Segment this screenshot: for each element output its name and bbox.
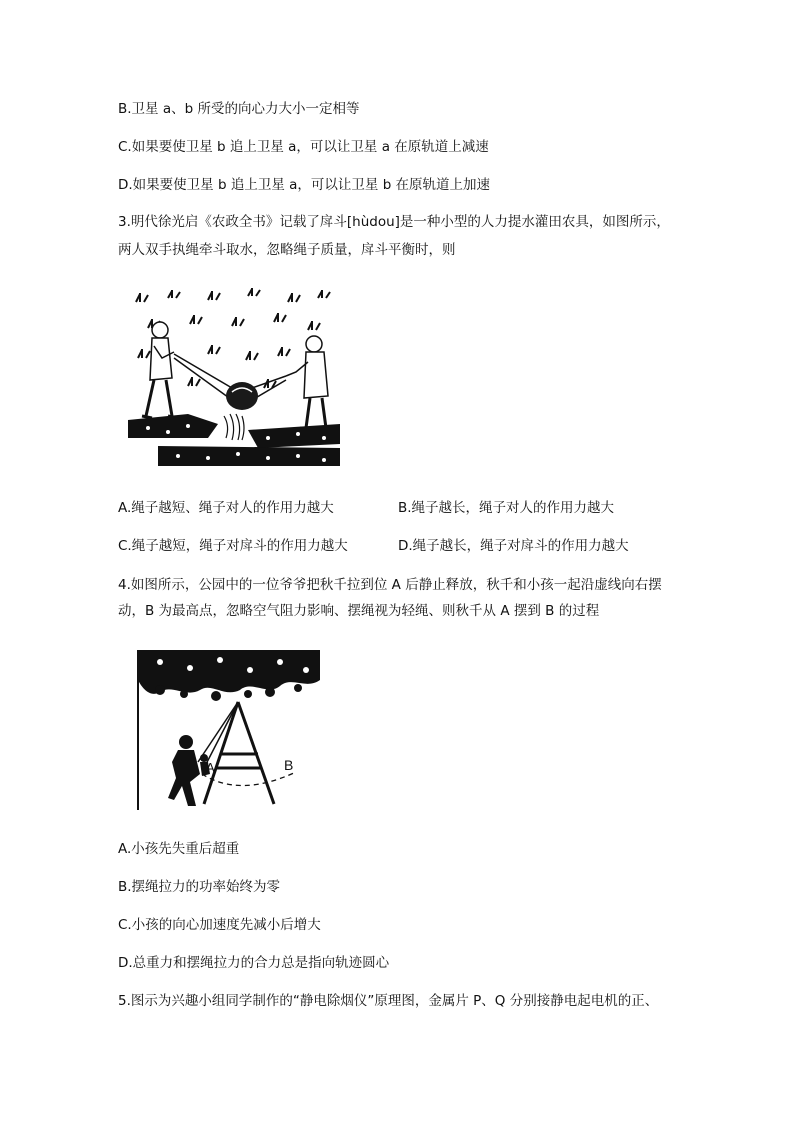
q4-option-d: D.总重力和摆绳拉力的合力总是指向轨迹圆心 [118,955,390,971]
q4-option-b: B.摆绳拉力的功率始终为零 [118,879,281,895]
q3-option-d: D.绳子越长，绳子对戽斗的作用力越大 [398,538,629,554]
q2-option-b: B.卫星 a、b 所受的向心力大小一定相等 [118,101,360,117]
q3-figure-woodcut [128,288,340,466]
label-a: A [206,760,215,775]
q3-stem-line1: 3.明代徐光启《农政全书》记载了戽斗[hùdou]是一种小型的人力提水灌田农具，如图所示， [118,214,670,230]
q4-stem-line2: 动，B 为最高点，忽略空气阻力影响、摆绳视为轻绳、则秋千从 A 摆到 B 的过程 [118,603,600,619]
q3-option-a: A.绳子越短、绳子对人的作用力越大 [118,500,334,516]
q3-stem-line2: 两人双手执绳牵斗取水，忽略绳子质量，戽斗平衡时，则 [118,242,456,258]
q4-stem-line1: 4.如图所示，公园中的一位爷爷把秋千拉到位 A 后静止释放，秋千和小孩一起沿虚线向右摆 [118,577,662,593]
q3-option-b: B.绳子越长，绳子对人的作用力越大 [398,500,615,516]
label-b: B [284,757,294,773]
q5-stem-line1: 5.图示为兴趣小组同学制作的“静电除烟仪”原理图，金属片 P、Q 分别接静电起电机的正、 [118,993,659,1009]
q3-option-c: C.绳子越短，绳子对戽斗的作用力越大 [118,538,348,554]
q2-option-d: D.如果要使卫星 b 追上卫星 a，可以让卫星 b 在原轨道上加速 [118,177,491,193]
q4-option-a: A.小孩先失重后超重 [118,841,240,857]
dou-bucket [226,382,258,410]
q4-figure-swing [120,650,332,812]
q2-option-c: C.如果要使卫星 b 追上卫星 a，可以让卫星 a 在原轨道上减速 [118,139,489,155]
q4-option-c: C.小孩的向心加速度先减小后增大 [118,917,321,933]
